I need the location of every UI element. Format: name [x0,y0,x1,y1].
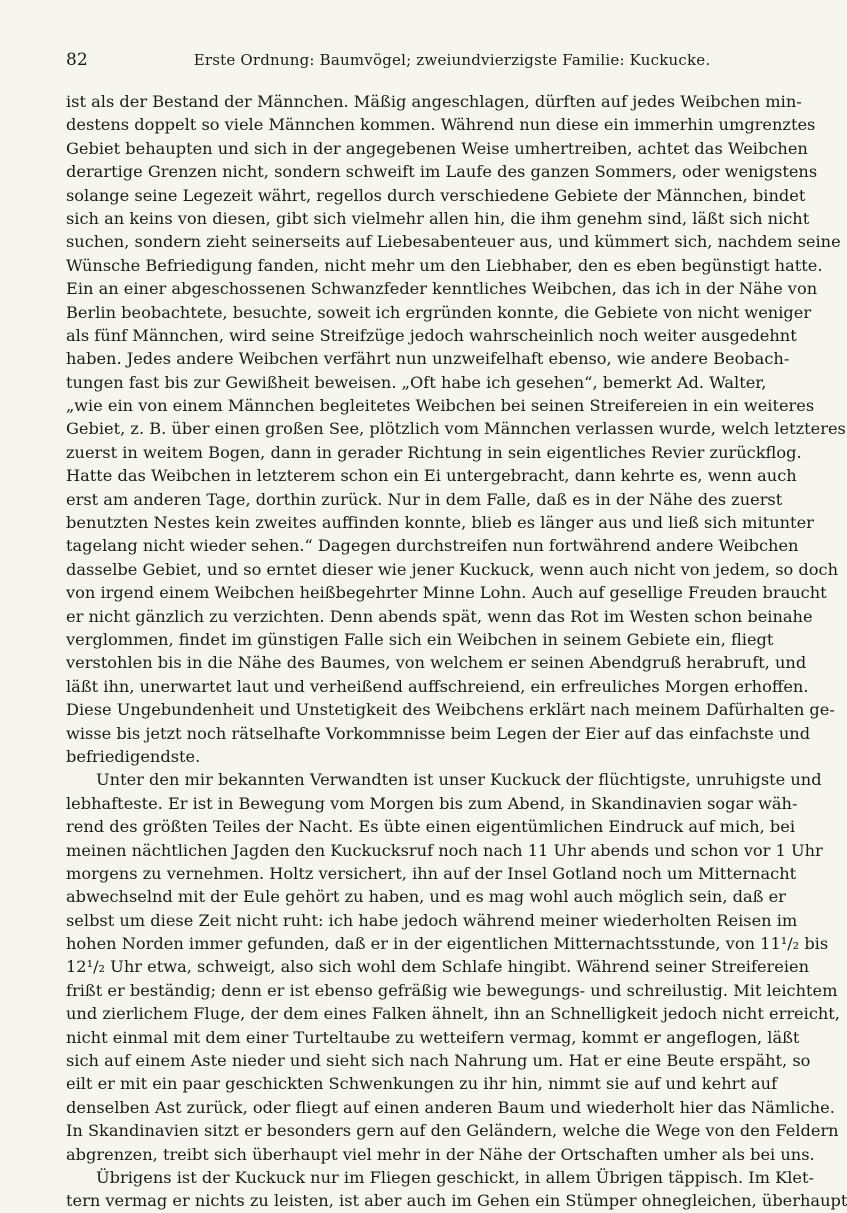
text-line: ist als der Bestand der Männchen. Mäßig angeschlagen, dürften auf jedes Weibchen min- [66,92,802,111]
text-line: haben. Jedes andere Weibchen verfährt nun unzweifelhaft ebenso, wie andere Beobach- [66,349,790,369]
text-line: meinen nächtlichen Jagden den Kuckucksruf noch nach 11 Uhr abends und schon vor 1 Uhr [66,840,823,860]
text-line: befriedigendste. [66,746,201,766]
text-line: „wie ein von einem Männchen begleitetes Weibchen bei seinen Streifereien in ein weiteres [66,396,815,416]
text-line: Diese Ungebundenheit und Unstetigkeit des Weibchens erklärt nach meinem Dafürhalten ge- [66,700,835,720]
text-line: als fünf Männchen, wird seine Streifzüge jedoch wahrscheinlich noch weiter ausgedehnt [66,325,797,345]
text-line: dasselbe Gebiet, und so erntet dieser wie jener Kuckuck, wenn auch nicht von jedem, so doch [66,559,839,579]
text-line: tungen fast bis zur Gewißheit beweisen. „Oft habe ich gesehen“, bemerkt Ad. Walter, [66,372,767,392]
text-line: er nicht gänzlich zu verzichten. Denn abends spät, wenn das Rot im Westen schon beinahe [66,606,813,626]
running-head: Erste Ordnung: Baumvögel; zweiundvierzigste Familie: Kuckucke. [193,51,711,69]
text-line: suchen, sondern zieht seinerseits auf Liebesabenteuer aus, und kümmert sich, nachdem seine [66,232,841,252]
text-line: sich an keins von diesen, gibt sich vielmehr allen hin, die ihm genehm sind, läßt sich nicht [66,208,810,228]
text-line: solange seine Legezeit währt, regellos durch verschiedene Gebiete der Männchen, bindet [66,185,806,205]
text-line: wisse bis jetzt noch rätselhafte Vorkommnisse beim Legen der Eier auf das einfachste und [66,723,811,743]
text-line: und zierlichem Fluge, der dem eines Falken ähnelt, ihn an Schnelligkeit jedoch nicht erreicht, [66,1004,840,1024]
text-line: denselben Ast zurück, oder fliegt auf einen anderen Baum und wiederholt hier das Nämliche. [66,1097,835,1117]
text-line: Hatte das Weibchen in letzterem schon ein Ei untergebracht, dann kehrte es, wenn auch [66,466,797,486]
text-line: tagelang nicht wieder sehen.“ Dagegen durchstreifen nun fortwährend andere Weibchen [66,536,799,556]
text-line: derartige Grenzen nicht, sondern schweift im Laufe des ganzen Sommers, oder wenigstens [66,162,818,182]
text-line: Unter den mir bekannten Verwandten ist unser Kuckuck der flüchtigste, unruhigste und [96,770,822,790]
text-line: erst am anderen Tage, dorthin zurück. Nur in dem Falle, daß es in der Nähe des zuerst [66,489,783,509]
text-line: verglommen, findet im günstigen Falle sich ein Weibchen in seinem Gebiete ein, fliegt [66,629,774,649]
text-line: Ein an einer abgeschossenen Schwanzfeder kenntliches Weibchen, das ich in der Nähe von [66,279,818,299]
paragraph [66,768,840,1166]
text-line: destens doppelt so viele Männchen kommen. Während nun diese ein immerhin umgrenztes [66,115,816,135]
text-line: Berlin beobachtete, besuchte, soweit ich ergründen konnte, die Gebiete von nicht weniger [66,302,812,322]
text-line: frißt er beständig; denn er ist ebenso gefräßig wie bewegungs- und schreilustig. Mit leichtem [66,980,838,1000]
text-line: rend des größten Teiles der Nacht. Es übte einen eigentümlichen Eindruck auf mich, bei [66,817,796,837]
text-line: Übrigens ist der Kuckuck nur im Fliegen geschickt, in allem Übrigen täppisch. Im Klet- [96,1167,814,1187]
text-line: lebhafteste. Er ist in Bewegung vom Morgen bis zum Abend, in Skandinavien sogar wäh- [66,793,798,813]
paragraph [66,1166,847,1213]
text-line: abwechselnd mit der Eule gehört zu haben, und es mag wohl auch möglich sein, daß er [66,887,786,907]
text-line: selbst um diese Zeit nicht ruht: ich habe jedoch während meiner wiederholten Reisen im [66,910,798,930]
paragraph [66,90,846,768]
text-line: verstohlen bis in die Nähe des Baumes, von welchem er seinen Abendgruß herabruft, und [66,653,807,673]
text-line: eilt er mit ein paar geschickten Schwenkungen zu ihr hin, nimmt sie auf und kehrt auf [66,1074,778,1094]
text-line: zuerst in weitem Bogen, dann in gerader Richtung in sein eigentliches Revier zurückflog. [66,442,802,462]
text-line: tern vermag er nichts zu leisten, ist aber auch im Gehen ein Stümper ohnegleichen, überhaupt [66,1191,847,1211]
text-line: benutzten Nestes kein zweites auffinden konnte, blieb es länger aus und ließ sich mitunter [66,513,814,533]
text-line: 12¹/₂ Uhr etwa, schweigt, also sich wohl dem Schlafe hingibt. Während seiner Streifereien [66,957,810,977]
page-header [66,50,750,84]
text-line: läßt ihn, unerwartet laut und verheißend auffschreiend, ein erfreuliches Morgen erhoffen. [66,676,809,696]
text-line: Gebiet behaupten und sich in der angegebenen Weise umhertreiben, achtet das Weibchen [66,138,808,158]
text-line: Wünsche Befriedigung fanden, nicht mehr um den Liebhaber, den es eben begünstigt hatte. [66,255,823,275]
page-number: 82 [66,50,88,70]
body-text [66,90,847,1213]
text-line: Gebiet, z. B. über einen großen See, plötzlich vom Männchen verlassen wurde, welch letzteres [66,419,846,439]
text-line: In Skandinavien sitzt er besonders gern auf den Geländern, welche die Wege von den Feldern [66,1121,839,1141]
text-line: von irgend einem Weibchen heißbegehrter Minne Lohn. Auch auf gesellige Freuden braucht [66,583,827,603]
text-line: morgens zu vernehmen. Holtz versichert, ihn auf der Insel Gotland noch um Mitternacht [66,863,797,883]
text-line: sich auf einem Aste nieder und sieht sich nach Nahrung um. Hat er eine Beute erspäht, so [66,1051,811,1071]
text-line: nicht einmal mit dem einer Turteltaube zu wetteifern vermag, kommt er angeflogen, läßt [66,1027,800,1047]
text-line: abgrenzen, treibt sich überhaupt viel mehr in der Nähe der Ortschaften umher als bei uns. [66,1144,815,1164]
text-line: hohen Norden immer gefunden, daß er in der eigentlichen Mitternachtsstunde, von 11¹/₂ bis [66,934,829,954]
